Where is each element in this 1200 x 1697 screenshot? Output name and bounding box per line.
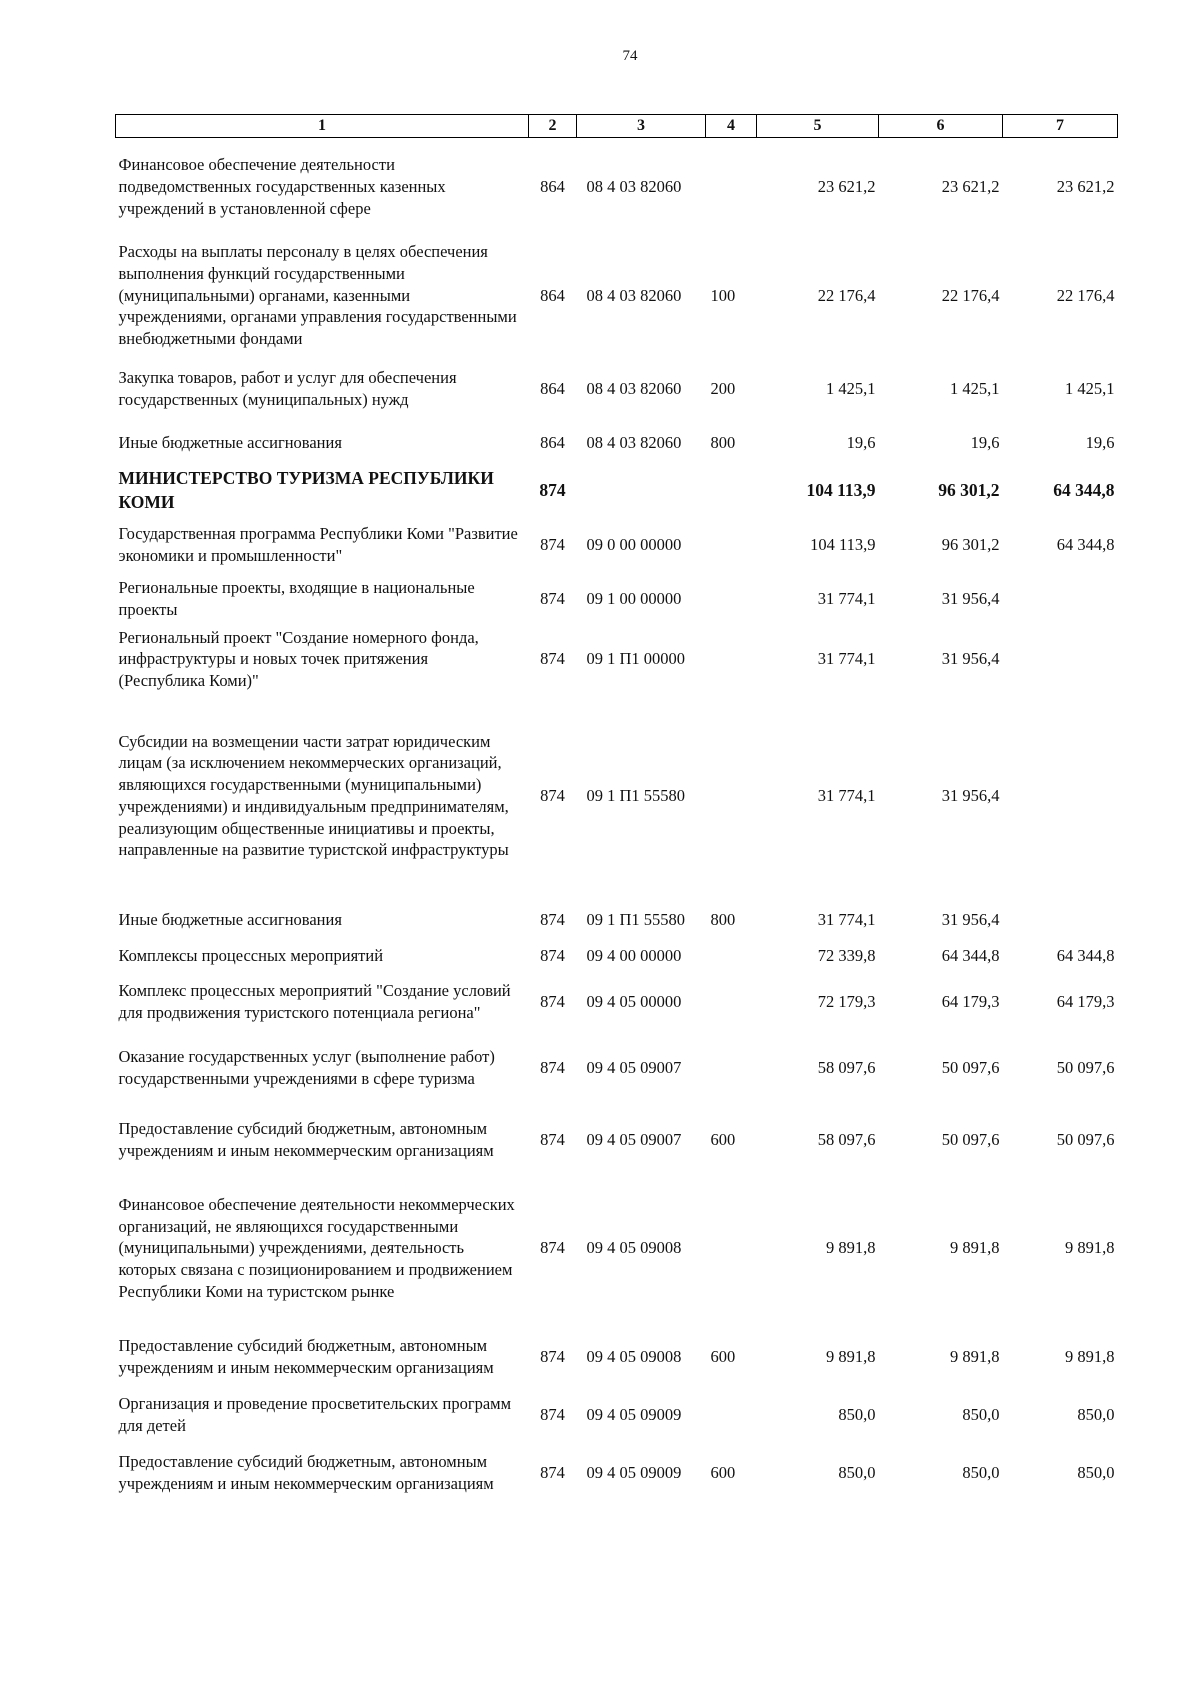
column-header: 6 <box>879 115 1003 138</box>
table-row <box>116 972 1118 1032</box>
row-amount-7: 9 891,8 <box>1065 1346 1115 1366</box>
column-header: 4 <box>706 115 757 138</box>
column-header: 1 <box>116 115 529 138</box>
row-amount-6: 850,0 <box>962 1404 1000 1424</box>
row-admin-code: 874 <box>540 1462 565 1482</box>
column-header: 7 <box>1003 115 1118 138</box>
row-name: Финансовое обеспечение деятельности подведомственных государственных казенных учреждений в установленной сфере <box>118 155 446 218</box>
row-target-article: 08 4 03 82060 <box>586 176 682 196</box>
row-amount-7 <box>1003 900 1118 940</box>
row-name: Комплексы процессных мероприятий <box>118 945 384 965</box>
row-amount-6: 31 956,4 <box>941 785 1000 805</box>
row-expense-type <box>706 464 757 518</box>
table-body <box>116 138 1118 1509</box>
row-target-article: 09 4 05 09008 <box>586 1238 682 1258</box>
row-amount-5: 22 176,4 <box>817 285 876 305</box>
header-row <box>116 115 1118 138</box>
row-amount-6: 1 425,1 <box>950 378 1000 398</box>
row-amount-7: 64 344,8 <box>1053 479 1115 500</box>
page-number: 74 <box>622 48 638 64</box>
row-admin-code: 874 <box>540 1404 565 1424</box>
row-target-article: 09 0 00 00000 <box>586 534 682 554</box>
row-amount-7: 50 097,6 <box>1056 1057 1115 1077</box>
table-row <box>116 572 1118 627</box>
row-amount-6: 9 891,8 <box>950 1238 1000 1258</box>
row-admin-code: 864 <box>540 176 565 196</box>
row-target-article: 09 1 П1 55580 <box>586 785 686 805</box>
row-expense-type <box>706 1176 757 1321</box>
row-expense-type <box>706 1032 757 1104</box>
row-admin-code: 874 <box>540 785 565 805</box>
row-expense-type <box>706 972 757 1032</box>
row-amount-7: 850,0 <box>1077 1404 1115 1424</box>
row-amount-5: 104 113,9 <box>810 534 876 554</box>
row-name: Субсидии на возмещении части затрат юридическим лицам (за исключением некоммерческих организаций, являющихся государственными (муниципальными) учреждениями) и индивидуальным предпринимателям, реализующим общественные инициативы и проекты, направленные на развитие туристской инфраструктуры <box>118 731 509 860</box>
row-name: Закупка товаров, работ и услуг для обеспечения государственных (муниципальных) нужд <box>118 367 457 409</box>
table-row <box>116 1104 1118 1176</box>
table-row <box>116 1321 1118 1393</box>
row-amount-7: 1 425,1 <box>1065 378 1115 398</box>
row-amount-5: 72 179,3 <box>817 991 876 1011</box>
row-name: Государственная программа Республики Коми "Развитие экономики и промышленности" <box>118 523 518 565</box>
row-admin-code: 864 <box>540 378 565 398</box>
table-row <box>116 464 1118 518</box>
row-expense-type: 800 <box>710 432 736 452</box>
row-amount-6: 64 179,3 <box>941 991 1000 1011</box>
row-amount-5: 31 774,1 <box>817 909 876 929</box>
row-expense-type <box>706 518 757 572</box>
row-amount-6: 31 956,4 <box>941 649 1000 669</box>
row-admin-code: 874 <box>540 945 565 965</box>
row-amount-6: 31 956,4 <box>941 589 1000 609</box>
row-amount-6: 850,0 <box>962 1462 1000 1482</box>
row-expense-type <box>706 138 757 236</box>
row-name: Иные бюджетные ассигнования <box>118 909 342 929</box>
table-row <box>116 138 1118 236</box>
row-amount-5: 19,6 <box>846 432 876 452</box>
row-amount-6: 50 097,6 <box>941 1129 1000 1149</box>
row-admin-code: 874 <box>540 589 565 609</box>
row-expense-type: 200 <box>710 378 736 398</box>
row-amount-6: 22 176,4 <box>941 285 1000 305</box>
row-expense-type: 800 <box>710 909 736 929</box>
row-amount-6: 9 891,8 <box>950 1346 1000 1366</box>
row-amount-5: 1 425,1 <box>826 378 876 398</box>
column-header: 3 <box>577 115 706 138</box>
row-expense-type <box>706 1393 757 1437</box>
row-admin-code: 864 <box>540 432 565 452</box>
row-target-article: 09 4 05 00000 <box>586 991 682 1011</box>
row-amount-7: 50 097,6 <box>1056 1129 1115 1149</box>
row-name: Комплекс процессных мероприятий "Создание условий для продвижения туристского потенциала региона" <box>118 981 511 1022</box>
row-amount-6: 31 956,4 <box>941 909 1000 929</box>
row-target-article: 09 4 05 09009 <box>586 1404 682 1424</box>
row-amount-7: 9 891,8 <box>1065 1238 1115 1258</box>
row-amount-7: 64 179,3 <box>1056 991 1115 1011</box>
row-target-article: 09 1 П1 55580 <box>586 909 686 929</box>
row-amount-7: 64 344,8 <box>1056 534 1115 554</box>
row-expense-type: 600 <box>710 1346 736 1366</box>
row-amount-6: 96 301,2 <box>941 534 1000 554</box>
table-row <box>116 1393 1118 1437</box>
row-expense-type: 600 <box>710 1462 736 1482</box>
row-target-article: 08 4 03 82060 <box>586 432 682 452</box>
row-amount-6: 19,6 <box>970 432 1000 452</box>
row-amount-6: 96 301,2 <box>938 479 1000 500</box>
row-admin-code: 874 <box>540 1238 565 1258</box>
row-name: Расходы на выплаты персоналу в целях обеспечения выполнения функций государственными (муниципальными) органами, казенными учреждениями, органами управления государственными внебюджетными фондами <box>118 242 517 349</box>
row-admin-code: 874 <box>540 1129 565 1149</box>
row-amount-7: 850,0 <box>1077 1462 1115 1482</box>
row-target-article: 09 4 00 00000 <box>586 945 682 965</box>
row-name: Финансовое обеспечение деятельности некоммерческих организаций, не являющихся государственными (муниципальными) учреждениями, деятельность которых связана с позиционированием и продвижением Республики Коми на туристском рынке <box>118 1194 515 1301</box>
row-admin-code: 874 <box>539 479 566 500</box>
row-expense-type <box>706 572 757 627</box>
row-amount-6: 64 344,8 <box>941 945 1000 965</box>
row-amount-7 <box>1003 692 1118 900</box>
row-name: Региональные проекты, входящие в национальные проекты <box>118 578 475 619</box>
table-row <box>116 940 1118 972</box>
row-amount-5: 9 891,8 <box>826 1238 876 1258</box>
row-name: МИНИСТЕРСТВО ТУРИЗМА РЕСПУБЛИКИ КОМИ <box>118 468 494 512</box>
row-expense-type <box>706 940 757 972</box>
row-name: Оказание государственных услуг (выполнение работ) государственными учреждениями в сфере туризма <box>118 1047 495 1088</box>
row-target-article: 09 4 05 09007 <box>586 1057 682 1077</box>
row-admin-code: 874 <box>540 649 565 669</box>
row-expense-type: 600 <box>710 1129 736 1149</box>
row-amount-5: 72 339,8 <box>817 945 876 965</box>
table-row <box>116 422 1118 464</box>
column-header: 5 <box>757 115 879 138</box>
row-admin-code: 874 <box>540 909 565 929</box>
row-amount-5: 31 774,1 <box>817 649 876 669</box>
table-row <box>116 900 1118 940</box>
row-amount-5: 58 097,6 <box>817 1129 876 1149</box>
row-amount-7 <box>1003 572 1118 627</box>
row-admin-code: 874 <box>540 1057 565 1077</box>
row-amount-7 <box>1003 627 1118 692</box>
row-target-article: 09 1 П1 00000 <box>586 649 686 669</box>
row-amount-7: 64 344,8 <box>1056 945 1115 965</box>
row-target-article: 09 4 05 09009 <box>586 1462 682 1482</box>
row-target-article: 09 1 00 00000 <box>586 589 682 609</box>
row-target-article <box>577 464 706 518</box>
row-amount-6: 23 621,2 <box>941 176 1000 196</box>
row-expense-type <box>706 627 757 692</box>
table-row <box>116 627 1118 692</box>
row-amount-7: 22 176,4 <box>1056 285 1115 305</box>
column-header: 2 <box>529 115 577 138</box>
row-amount-5: 850,0 <box>838 1462 876 1482</box>
row-admin-code: 864 <box>540 285 565 305</box>
row-admin-code: 874 <box>540 1346 565 1366</box>
row-target-article: 08 4 03 82060 <box>586 378 682 398</box>
row-name: Предоставление субсидий бюджетным, автономным учреждениям и иным некоммерческим организациям <box>118 1452 494 1493</box>
row-name: Предоставление субсидий бюджетным, автономным учреждениям и иным некоммерческим организациям <box>118 1336 494 1377</box>
table-row <box>116 356 1118 422</box>
row-amount-5: 58 097,6 <box>817 1057 876 1077</box>
row-admin-code: 874 <box>540 991 565 1011</box>
row-amount-7: 23 621,2 <box>1056 176 1115 196</box>
row-amount-5: 31 774,1 <box>817 785 876 805</box>
row-amount-5: 31 774,1 <box>817 589 876 609</box>
row-admin-code: 874 <box>540 534 565 554</box>
row-name: Предоставление субсидий бюджетным, автономным учреждениям и иным некоммерческим организациям <box>118 1119 494 1160</box>
budget-table <box>115 114 1118 1509</box>
row-amount-5: 23 621,2 <box>817 176 876 196</box>
row-amount-5: 104 113,9 <box>806 479 876 500</box>
table-row <box>116 518 1118 572</box>
row-target-article: 09 4 05 09008 <box>586 1346 682 1366</box>
row-name: Иные бюджетные ассигнования <box>118 432 342 452</box>
row-amount-5: 850,0 <box>838 1404 876 1424</box>
row-expense-type: 100 <box>710 285 736 305</box>
row-name: Организация и проведение просветительских программ для детей <box>118 1394 512 1435</box>
table-row <box>116 236 1118 356</box>
row-target-article: 08 4 03 82060 <box>586 285 682 305</box>
row-expense-type <box>706 692 757 900</box>
row-amount-6: 50 097,6 <box>941 1057 1000 1077</box>
row-name: Региональный проект "Создание номерного фонда, инфраструктуры и новых точек притяжения (Республика Коми)" <box>118 627 479 691</box>
row-target-article: 09 4 05 09007 <box>586 1129 682 1149</box>
table-row <box>116 1437 1118 1509</box>
table-row <box>116 1176 1118 1321</box>
table-row <box>116 1032 1118 1104</box>
table-row <box>116 692 1118 900</box>
row-amount-7: 19,6 <box>1085 432 1115 452</box>
row-amount-5: 9 891,8 <box>826 1346 876 1366</box>
